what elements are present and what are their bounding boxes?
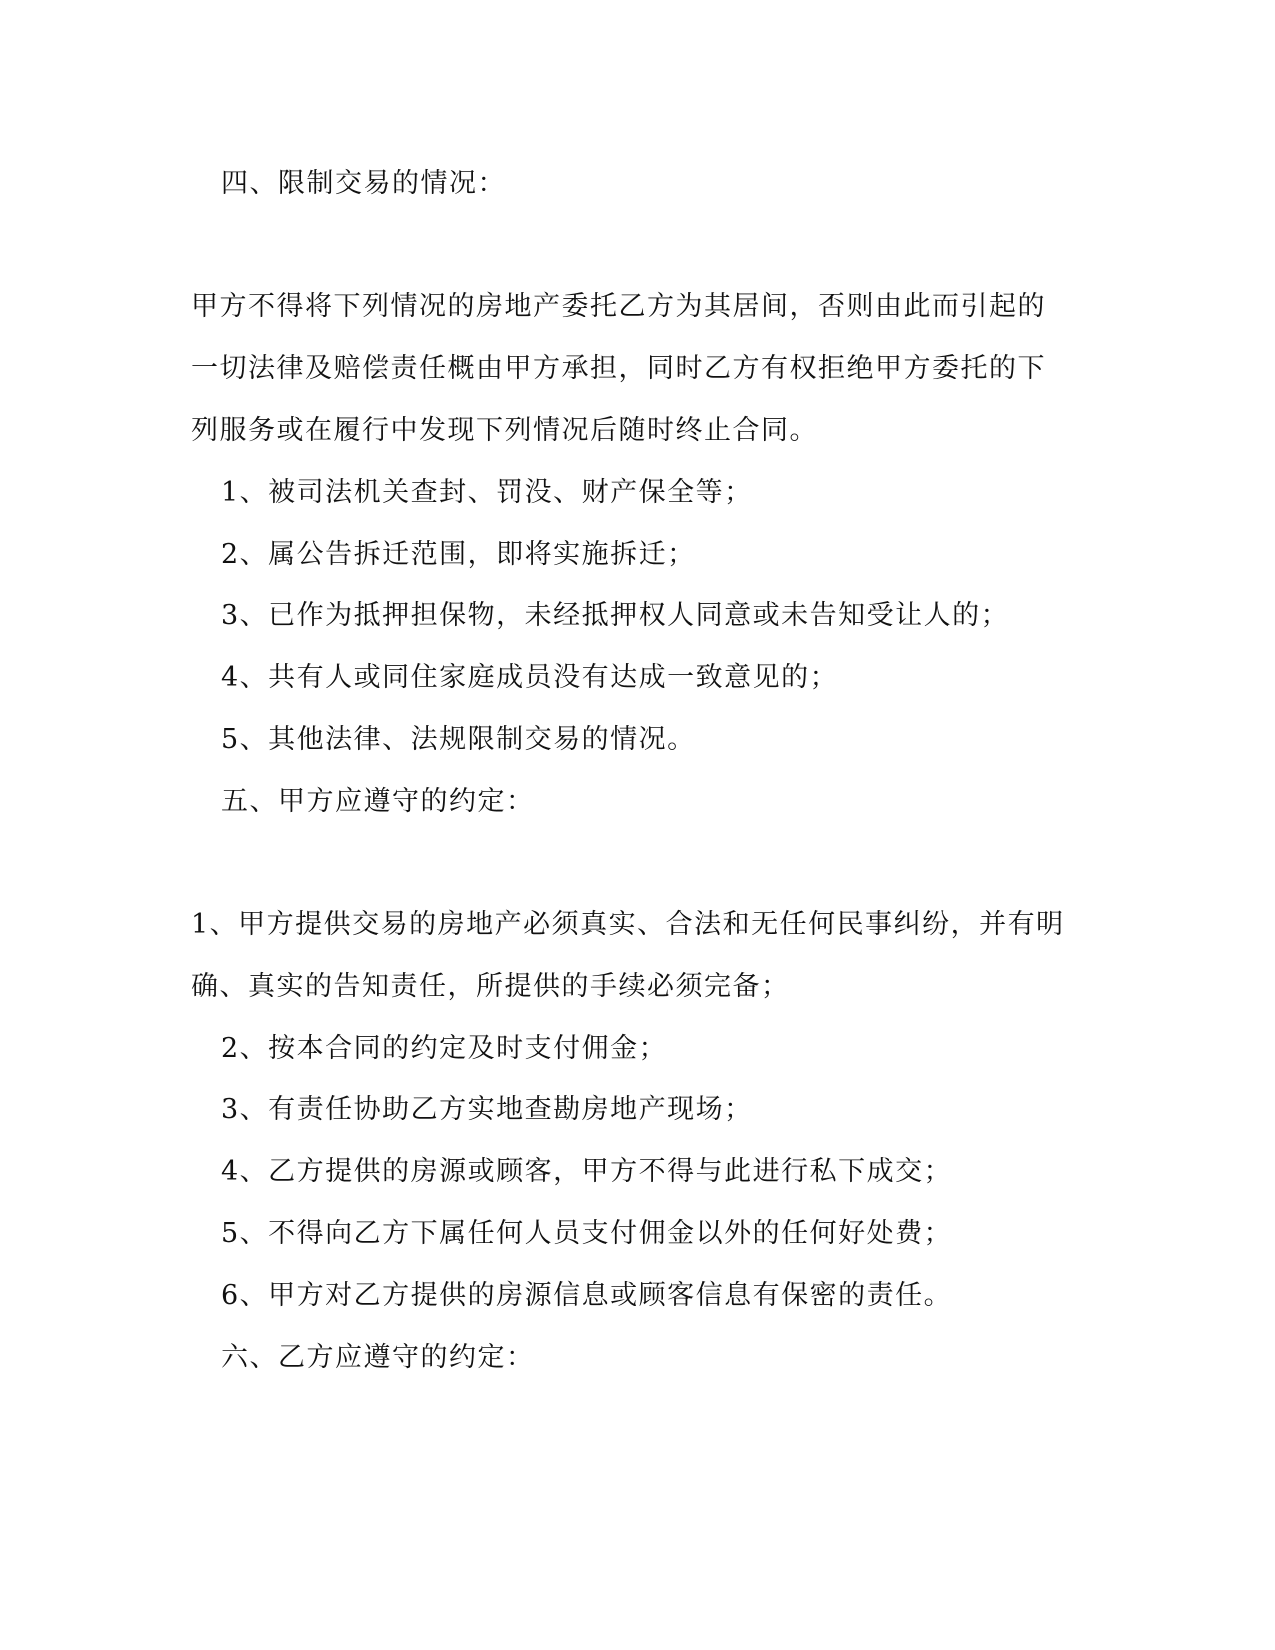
section-4-intro-line-1: 甲方不得将下列情况的房地产委托乙方为其居间，否则由此而引起的 — [191, 291, 1046, 322]
section-4-item-1: 1、被司法机关查封、罚没、财产保全等； — [221, 477, 753, 508]
section-4-item-2: 2、属公告拆迁范围，即将实施拆迁； — [221, 539, 696, 570]
section-5-item-1-line-2: 确、真实的告知责任，所提供的手续必须完备； — [191, 971, 790, 1002]
section-4-heading: 四、限制交易的情况： — [221, 168, 506, 199]
section-4-intro-line-3: 列服务或在履行中发现下列情况后随时终止合同。 — [191, 415, 818, 446]
section-5-item-5: 5、不得向乙方下属任何人员支付佣金以外的任何好处费； — [221, 1218, 953, 1249]
section-5-item-2: 2、按本合同的约定及时支付佣金； — [221, 1033, 668, 1064]
section-5-item-1-line-1: 1、甲方提供交易的房地产必须真实、合法和无任何民事纠纷，并有明 — [191, 909, 1065, 940]
section-5-item-3: 3、有责任协助乙方实地查勘房地产现场； — [221, 1094, 753, 1125]
section-4-item-4: 4、共有人或同住家庭成员没有达成一致意见的； — [221, 662, 839, 693]
section-4-item-3: 3、已作为抵押担保物，未经抵押权人同意或未告知受让人的； — [221, 600, 1010, 631]
section-5-item-4: 4、乙方提供的房源或顾客，甲方不得与此进行私下成交； — [221, 1156, 953, 1187]
section-4-item-5: 5、其他法律、法规限制交易的情况。 — [221, 724, 696, 755]
section-5-heading: 五、甲方应遵守的约定： — [221, 786, 535, 817]
section-6-heading: 六、乙方应遵守的约定： — [221, 1342, 535, 1373]
section-4-intro-line-2: 一切法律及赔偿责任概由甲方承担，同时乙方有权拒绝甲方委托的下 — [191, 353, 1046, 384]
section-5-item-6: 6、甲方对乙方提供的房源信息或顾客信息有保密的责任。 — [221, 1280, 953, 1311]
